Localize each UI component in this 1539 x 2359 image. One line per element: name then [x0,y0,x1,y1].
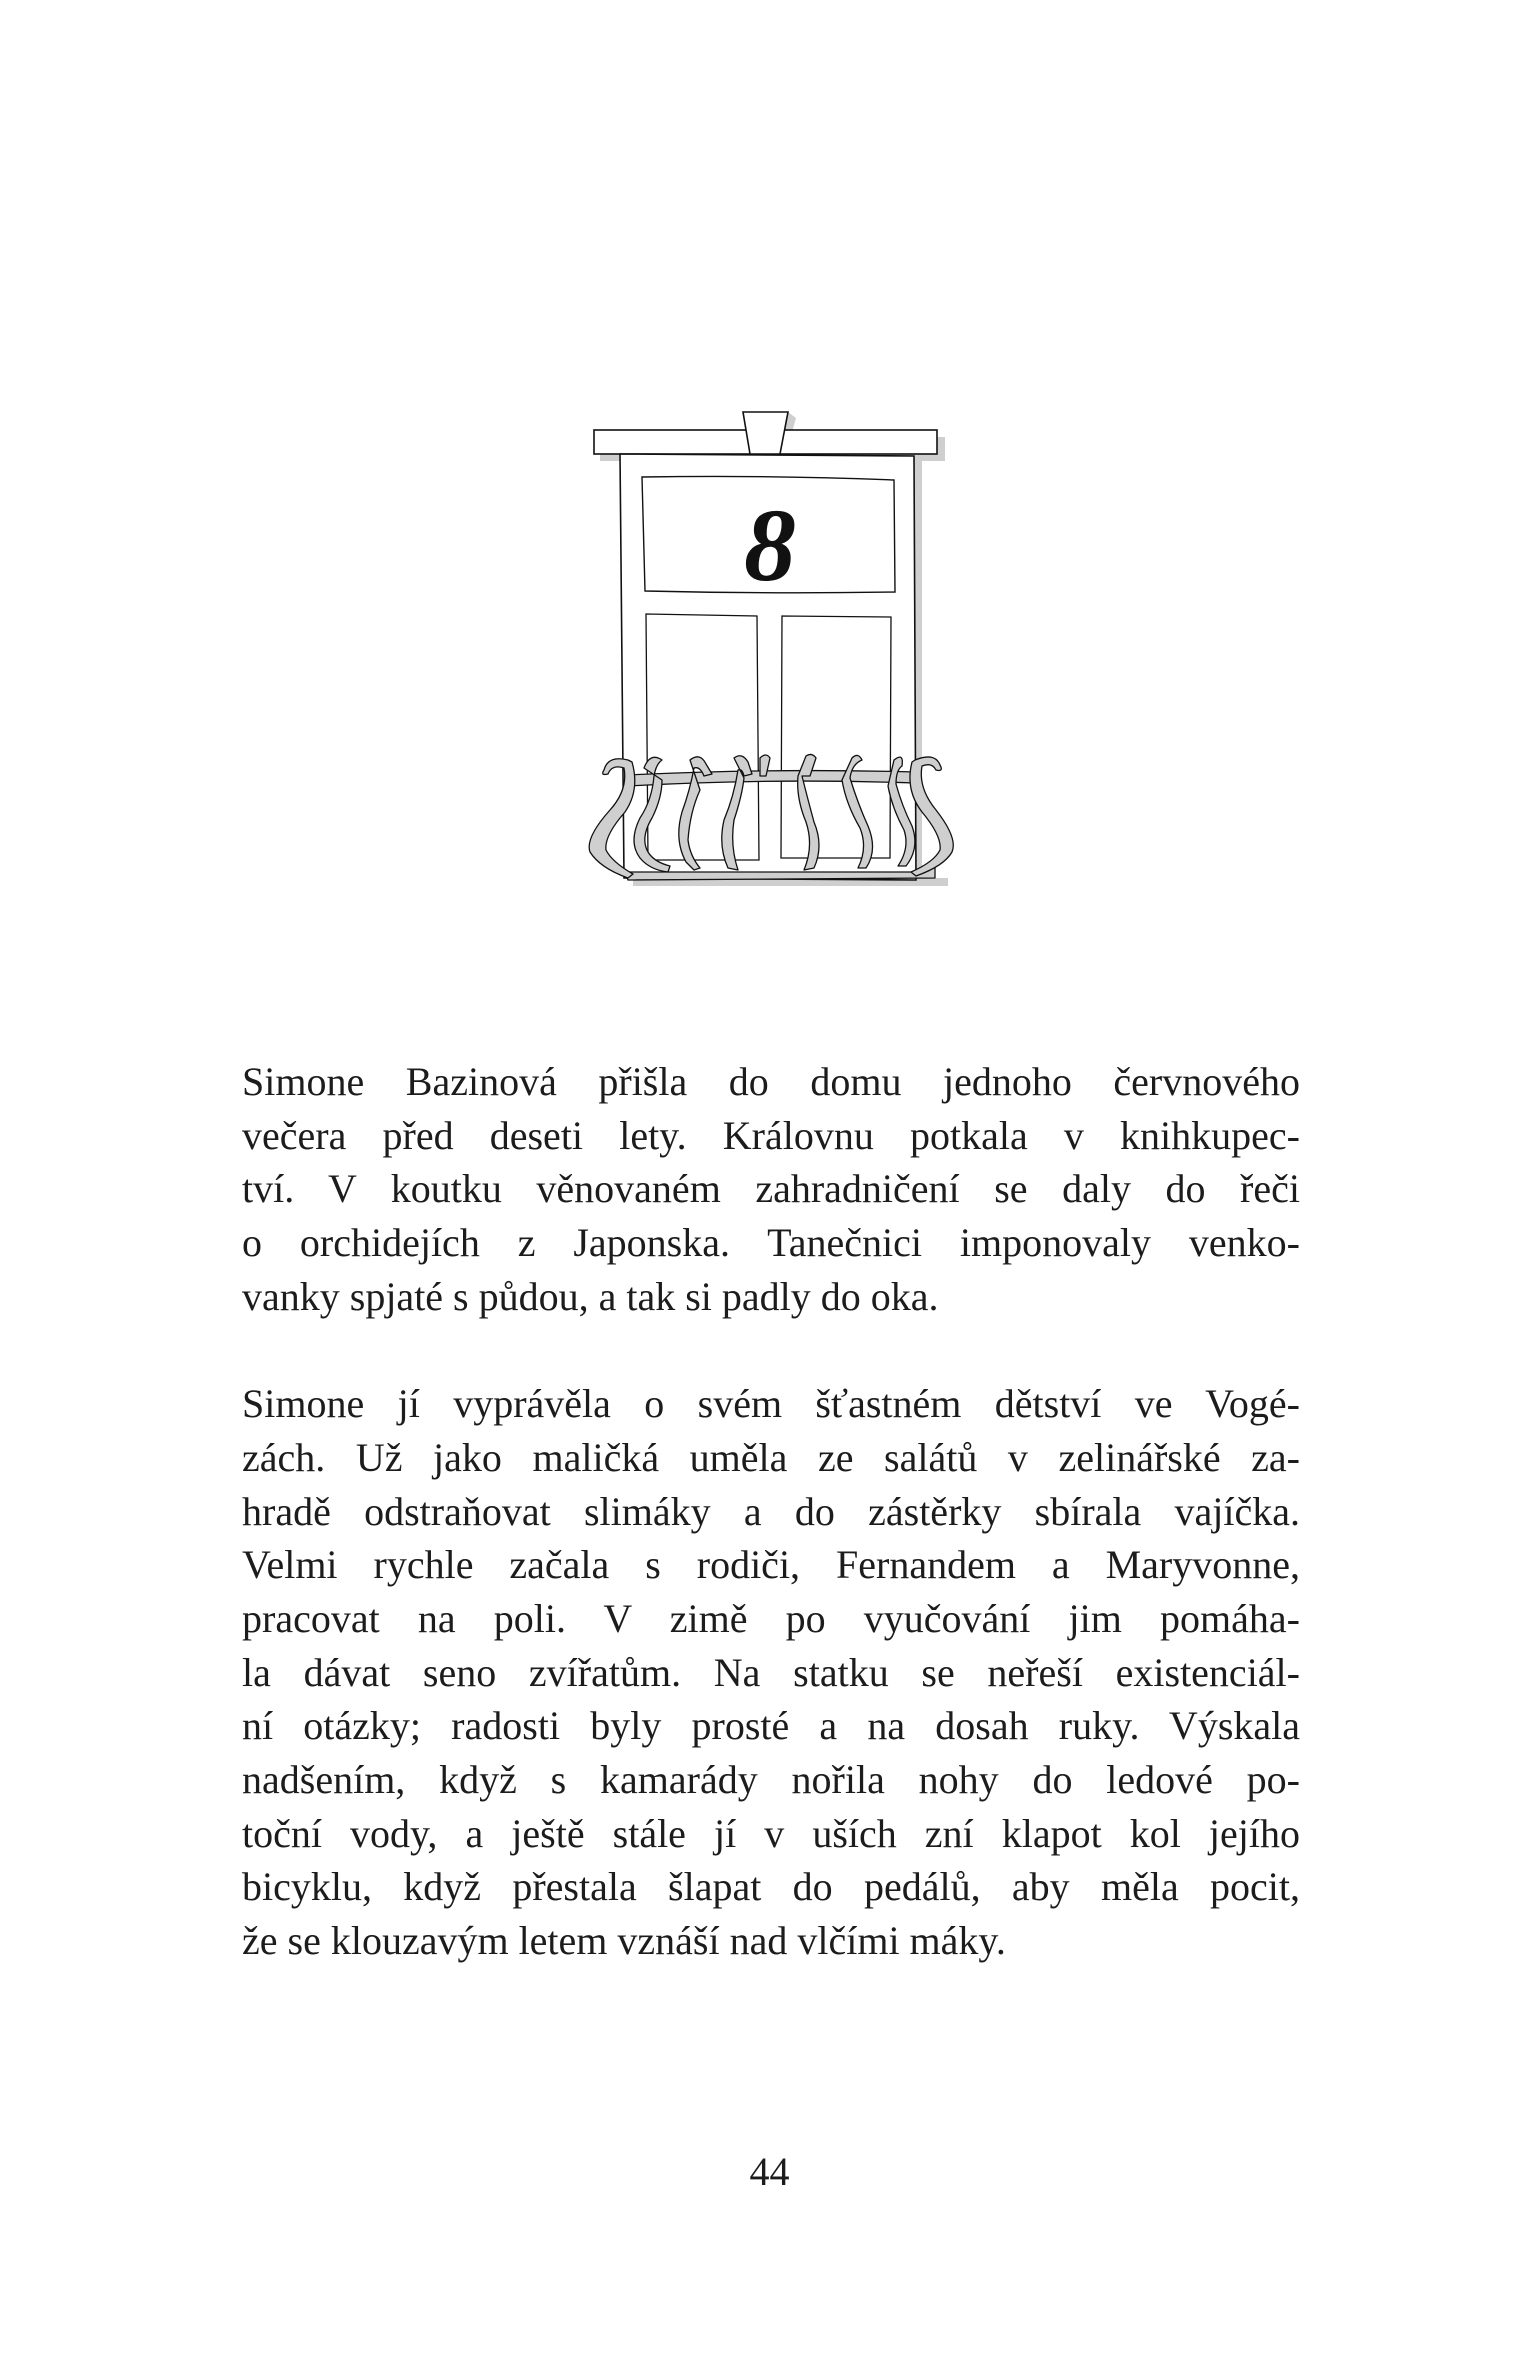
text-line: zách. Už jako maličká uměla ze salátů v zelinářské za- [242,1434,1300,1480]
text-line: Simone jí vyprávěla o svém šťastném dětství ve Vogé- [242,1381,1300,1427]
paragraph-2 [242,1377,1300,1968]
chapter-body-text [242,1055,1300,1968]
text-line: vanky spjaté s půdou, a tak si padly do oka. [242,1273,939,1319]
paragraph-spacer [242,1323,1300,1377]
text-line: tví. V koutku věnovaném zahradničení se daly do řeči [242,1166,1300,1212]
chapter-heading-ornament [570,400,970,900]
text-line: la dávat seno zvířatům. Na statku se neřeší existenciál- [242,1649,1300,1695]
chapter-number: 8 [744,488,796,603]
text-line: bicyklu, když přestala šlapat do pedálů, aby měla pocit, [242,1864,1300,1910]
window-with-balcony-icon [570,400,970,900]
text-line: Simone Bazinová přišla do domu jednoho červnového [242,1059,1300,1104]
text-line: hradě odstraňovat slimáky a do zástěrky sbírala vajíčka. [242,1488,1300,1534]
page-number: 44 [749,2149,790,2194]
paragraph-1 [242,1055,1300,1323]
text-line: toční vody, a ještě stále jí v uších zní klapot kol jejího [242,1810,1300,1856]
text-line: ní otázky; radosti byly prosté a na dosah ruky. Výskala [242,1703,1300,1749]
text-line: že se klouzavým letem vznáší nad vlčími máky. [242,1918,1006,1963]
text-line: nadšením, když s kamarády nořila nohy do ledové po- [242,1756,1300,1802]
text-line: Velmi rychle začala s rodiči, Fernandem a Maryvonne, [242,1542,1300,1588]
text-line: večera před deseti lety. Královnu potkala v knihkupec- [242,1112,1300,1158]
text-line: pracovat na poli. V zimě po vyučování jim pomáha- [242,1595,1300,1641]
text-line: o orchidejích z Japonska. Tanečnici imponovaly venko- [242,1220,1300,1266]
